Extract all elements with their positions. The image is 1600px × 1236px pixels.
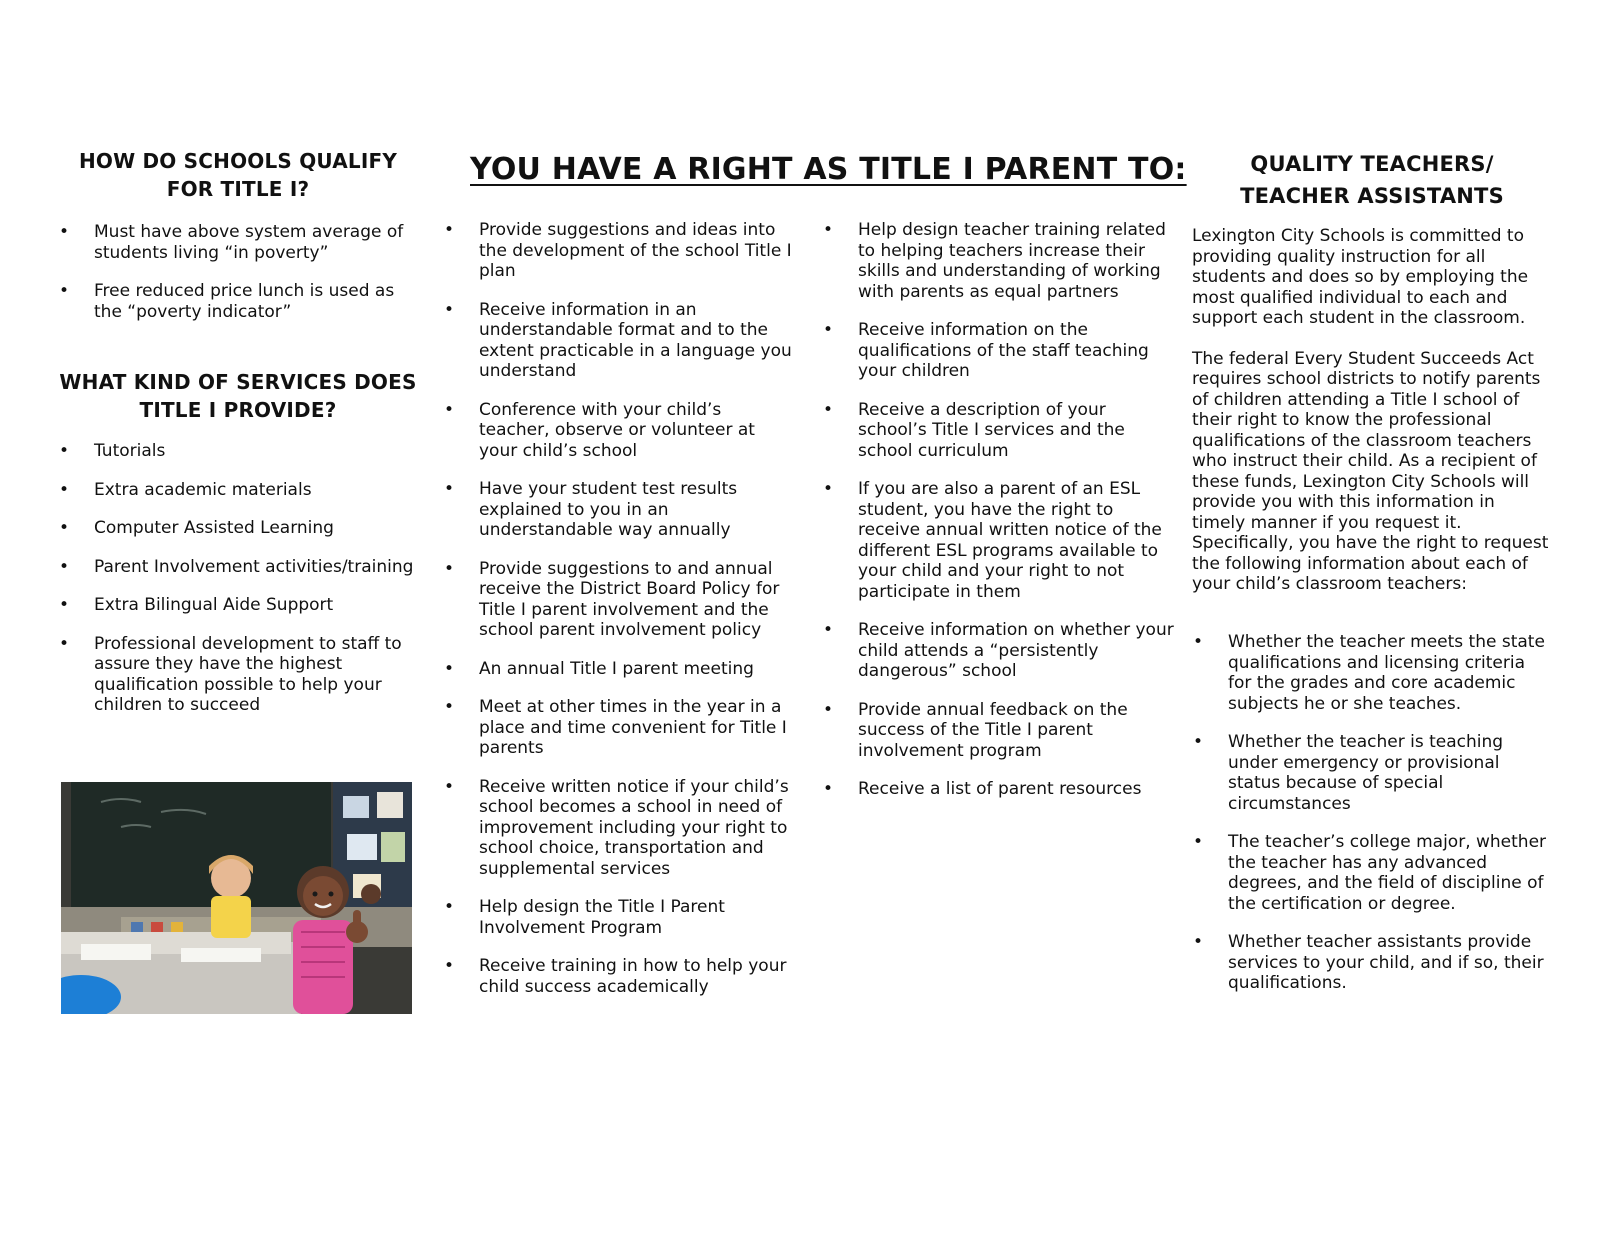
bullet-icon: • bbox=[444, 658, 455, 679]
bullet-icon: • bbox=[444, 479, 455, 499]
list-item: • An annual Title I parent meeting bbox=[444, 658, 754, 679]
quality-teachers-heading: QUALITY TEACHERS/ TEACHER ASSISTANTS bbox=[1240, 152, 1504, 208]
rights-list-2 bbox=[822, 220, 1177, 818]
list-item: • Computer Assisted Learning bbox=[59, 518, 334, 538]
quality-teachers-text bbox=[1192, 226, 1552, 615]
list-item: • If you are also a parent of an ESL student, you have the right to receive annual written notice of the different ESL programs available to your child and your right to not participate in them bbox=[823, 479, 1162, 602]
bullet-icon: • bbox=[59, 633, 70, 654]
list-item: • Whether teacher assistants provide services to your child, and if so, their qualifications. bbox=[1193, 932, 1544, 993]
qualify-heading: HOW DO SCHOOLS QUALIFY FOR TITLE I? bbox=[78, 149, 398, 201]
bullet-icon: • bbox=[1193, 832, 1204, 852]
bullet-icon: • bbox=[59, 222, 70, 242]
bullet-icon: • bbox=[59, 441, 70, 461]
list-item: • Receive written notice if your child’s school becomes a school in need of improvement including your right to school choice, transportation and supplemental services bbox=[444, 776, 789, 879]
list-item: • The teacher’s college major, whether the teacher has any advanced degrees, and the field of discipline of the certification or degree. bbox=[1193, 832, 1547, 914]
list-item: • Extra academic materials bbox=[59, 479, 312, 500]
list-item: • Receive information in an understandable format and to the extent practicable in a language you understand bbox=[444, 299, 792, 381]
bullet-icon: • bbox=[1193, 932, 1204, 952]
bullet-icon: • bbox=[59, 556, 70, 577]
list-item: • Parent Involvement activities/training bbox=[59, 556, 414, 577]
bullet-icon: • bbox=[444, 897, 455, 917]
qualify-list bbox=[58, 222, 418, 340]
list-item: • Free reduced price lunch is used as the “poverty indicator” bbox=[59, 281, 395, 322]
bullet-icon: • bbox=[444, 299, 455, 320]
list-item: • Help design the Title I Parent Involvement Program bbox=[444, 897, 725, 938]
list-item: • Receive training in how to help your child success academically bbox=[444, 956, 787, 997]
bullet-icon: • bbox=[444, 697, 455, 717]
bullet-icon: • bbox=[59, 281, 70, 301]
list-item: • Receive information on the qualifications of the staff teaching your children bbox=[823, 320, 1149, 381]
list-item: • Professional development to staff to assure they have the highest qualification possible to help your children to succeed bbox=[59, 633, 402, 715]
list-item: • Whether the teacher meets the state qualifications and licensing criteria for the grades and core academic subjects he or she teaches. bbox=[1193, 632, 1545, 714]
paragraph-essa: The federal Every Student Succeeds Act requires school districts to notify parents of children attending a Title I school of their right to know the professional qualifications of the classroom teachers who instruct their child. As a recipient of these funds, Lexington City Schools will provide you with this information in timely manner if you request it. Specifically, you have the right to request the following information about each of your child’s classroom teachers: bbox=[1192, 348, 1549, 594]
bullet-icon: • bbox=[444, 220, 455, 240]
list-item: • Tutorials bbox=[59, 441, 166, 461]
bullet-icon: • bbox=[1193, 732, 1204, 752]
bullet-icon: • bbox=[59, 518, 70, 538]
bullet-icon: • bbox=[444, 956, 455, 976]
bullet-icon: • bbox=[1193, 632, 1204, 652]
list-item: • Whether the teacher is teaching under emergency or provisional status because of special circumstances bbox=[1193, 732, 1504, 814]
services-heading: WHAT KIND OF SERVICES DOES TITLE I PROVIDE? bbox=[59, 370, 417, 422]
list-item: • Receive information on whether your child attends a “persistently dangerous” school bbox=[823, 620, 1174, 681]
bullet-icon: • bbox=[823, 220, 834, 240]
paragraph-commitment: Lexington City Schools is committed to providing quality instruction for all students and does so by employing the most qualified individual to each and support each student in the classroom. bbox=[1192, 226, 1529, 328]
bullet-icon: • bbox=[823, 620, 834, 640]
page-title: YOU HAVE A RIGHT AS TITLE I PARENT TO: bbox=[470, 152, 1187, 187]
bullet-icon: • bbox=[59, 595, 70, 615]
classroom-photo bbox=[61, 782, 412, 1014]
list-item: • Meet at other times in the year in a place and time convenient for Title I parents bbox=[444, 697, 787, 758]
bullet-icon: • bbox=[823, 699, 834, 720]
list-item: • Receive a description of your school’s Title I services and the school curriculum bbox=[823, 399, 1125, 461]
bullet-icon: • bbox=[444, 558, 455, 579]
rights-list-1 bbox=[443, 220, 793, 1015]
bullet-icon: • bbox=[823, 779, 834, 799]
list-item: • Extra Bilingual Aide Support bbox=[59, 595, 334, 615]
bullet-icon: • bbox=[823, 399, 834, 420]
bullet-icon: • bbox=[444, 776, 455, 797]
bullet-icon: • bbox=[823, 479, 834, 499]
list-item: • Must have above system average of students living “in poverty” bbox=[59, 222, 404, 263]
bullet-icon: • bbox=[59, 479, 70, 500]
services-list bbox=[58, 441, 418, 734]
list-item: • Help design teacher training related to helping teachers increase their skills and understanding of working with parents as equal partners bbox=[823, 220, 1166, 302]
list-item: • Conference with your child’s teacher, observe or volunteer at your child’s school bbox=[444, 399, 755, 461]
bullet-icon: • bbox=[823, 320, 834, 340]
classroom-photo-illustration bbox=[61, 782, 412, 1014]
list-item: • Provide suggestions to and annual receive the District Board Policy for Title I parent involvement and the school parent involvement policy bbox=[444, 558, 780, 640]
teacher-info-list bbox=[1192, 632, 1552, 1012]
list-item: • Provide suggestions and ideas into the development of the school Title I plan bbox=[444, 220, 792, 281]
list-item: • Receive a list of parent resources bbox=[823, 779, 1142, 799]
list-item: • Provide annual feedback on the success of the Title I parent involvement program bbox=[823, 699, 1128, 761]
bullet-icon: • bbox=[444, 399, 455, 420]
list-item: • Have your student test results explained to you in an understandable way annually bbox=[444, 479, 738, 540]
